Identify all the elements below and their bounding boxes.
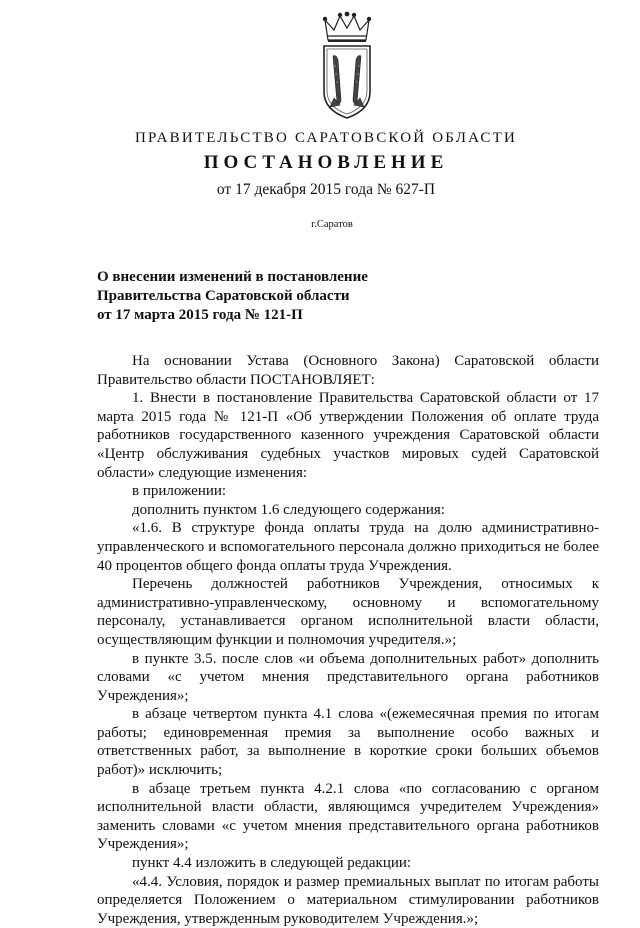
paragraph: в абзаце третьем пункта 4.2.1 слова «по согласованию с органом исполнительной власти области, являющимся учредителем Учреждения» заменить словами «с учетом мнения представительного органа работников Учреждения»; [97,780,599,853]
document-city: г.Саратов [311,219,353,230]
title-line: О внесении изменений в постановление [97,269,368,285]
paragraph: На основании Устава (Основного Закона) Саратовской области Правительство области ПОСТАНОВЛЯЕТ: [97,353,599,388]
document-type: ПОСТАНОВЛЕНИЕ [203,152,449,173]
paragraph: Перечень должностей работников Учреждения, относимых к административно-управленческому, основному и вспомогательному персоналу, устанавливается органом исполнительной власти области, осуществляющим функции и полномочия учредителя.»; [97,576,599,648]
document-title [97,268,368,325]
paragraph: «1.6. В структуре фонда оплаты труда на долю административно-управленческого и вспомогательного персонала должно приходиться не более 40 процентов общего фонда оплаты труда Учреждения. [97,520,599,574]
title-line: от 17 марта 2015 года № 121-П [97,307,303,323]
title-line: Правительства Саратовской области [97,288,350,304]
paragraph: в пункте 3.5. после слов «и объема дополнительных работ» дополнить словами «с учетом мнения представительного органа работников Учреждения»; [97,650,599,704]
paragraph: дополнить пунктом 1.6 следующего содержания: [132,501,445,518]
document-date-number: от 17 декабря 2015 года № 627-П [216,181,436,198]
paragraph: в приложении: [132,483,227,500]
paragraph: 1. Внести в постановление Правительства Саратовской области от 17 марта 2015 года № 121-П «Об утверждении Положения об оплате труда работников государственного казенного учреждения Саратовской области «Центр обслуживания судебных участков мировых судей Саратовской области» следующие изменения: [97,390,599,481]
paragraph: в абзаце четвертом пункта 4.1 слова «(ежемесячная премия по итогам работы; единовременная премия за выполнение особо важных и ответственных работ, за выполнение в короткие сроки больших объемов работ)» исключить; [97,706,599,779]
paragraph: пункт 4.4 изложить в следующей редакции: [132,855,412,872]
saratov-coat-of-arms-icon [318,10,376,120]
document-body [97,352,599,928]
government-name: ПРАВИТЕЛЬСТВО САРАТОВСКОЙ ОБЛАСТИ [134,130,518,146]
paragraph: «4.4. Условия, порядок и размер премиальных выплат по итогам работы определяется Положением о материальном стимулировании работников Учреждения, утвержденным руководителем Учреждения.»; [97,873,599,927]
